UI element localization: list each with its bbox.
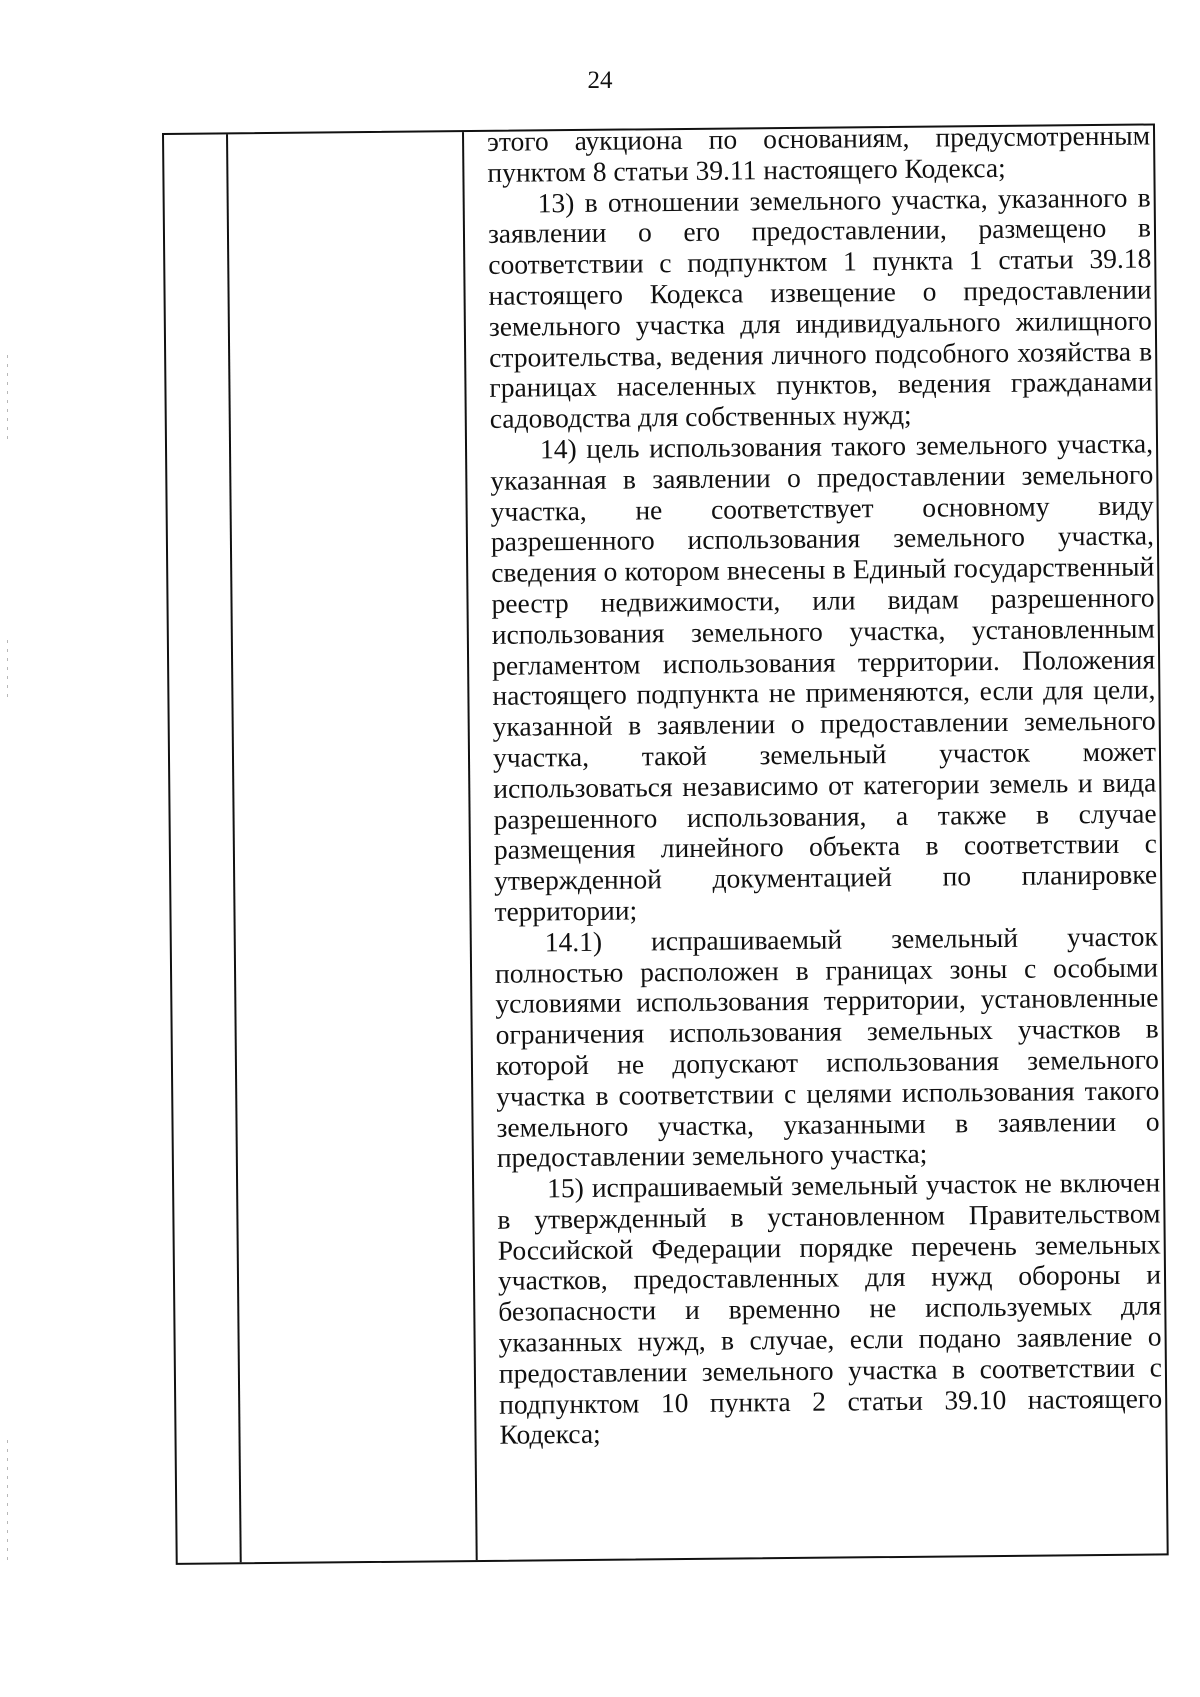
table-column-divider-1 (226, 134, 242, 1562)
paragraph-continuation: этого аукциона по основаниям, предусмотренным пунктом 8 статьи 39.11 настоящего Кодекса; (486, 119, 1151, 188)
scan-margin-mark-bottom (7, 1440, 8, 1560)
paragraph-item-14: 14) цель использования такого земельного участка, указанная в заявлении о предоставлении земельного участка, не соответствует основному виду разрешенного использования земельного участка, сведения о котором внесены в Единый государственный реестр недвижимости, или видам разрешенного использования земельного участка, установленным регламентом использования территории. Положения настоящего подпункта не применяются, если для цели, указанной в заявлении о предоставлении земельного участка, такой земельный участок может использоваться независимо от категории земель и вида разрешенного использования, а также в случае размещения линейного объекта в соответствии с утвержденной документацией по планировке территории; (490, 427, 1158, 927)
document-table (162, 119, 1169, 1564)
page-number: 24 (587, 67, 613, 94)
paragraph-item-15: 15) испрашиваемый земельный участок не включен в утвержденный в установленном Правительством Российской Федерации порядке перечень земельных участков, предоставленных для нужд обороны и безопасности и временно не используемых для указанных нужд, в случае, если подано заявление о предоставлении земельного участка в соответствии с подпунктом 10 пункта 2 статьи 39.10 настоящего Кодекса; (497, 1166, 1163, 1451)
table-column-divider-2 (462, 132, 478, 1560)
table-cell-text (487, 120, 1163, 1451)
paragraph-item-14-1: 14.1) испрашиваемый земельный участок полностью расположен в границах зоны с особыми условиями использования территории, установленные ограничения использования земельных участков в которой не допускают использования земельного участка в соответствии с целями использования такого земельного участка, указанными в заявлении о предоставлении земельного участка; (494, 920, 1160, 1174)
paragraph-item-13: 13) в отношении земельного участка, указанного в заявлении о его предоставлении, размещено в соответствии с подпунктом 1 пункта 1 статьи 39.18 настоящего Кодекса извещение о предоставлении земельного участка для индивидуального жилищного строительства, ведения личного подсобного хозяйства в границах населенных пунктов, ведения гражданами садоводства для собственных нужд; (487, 181, 1153, 435)
